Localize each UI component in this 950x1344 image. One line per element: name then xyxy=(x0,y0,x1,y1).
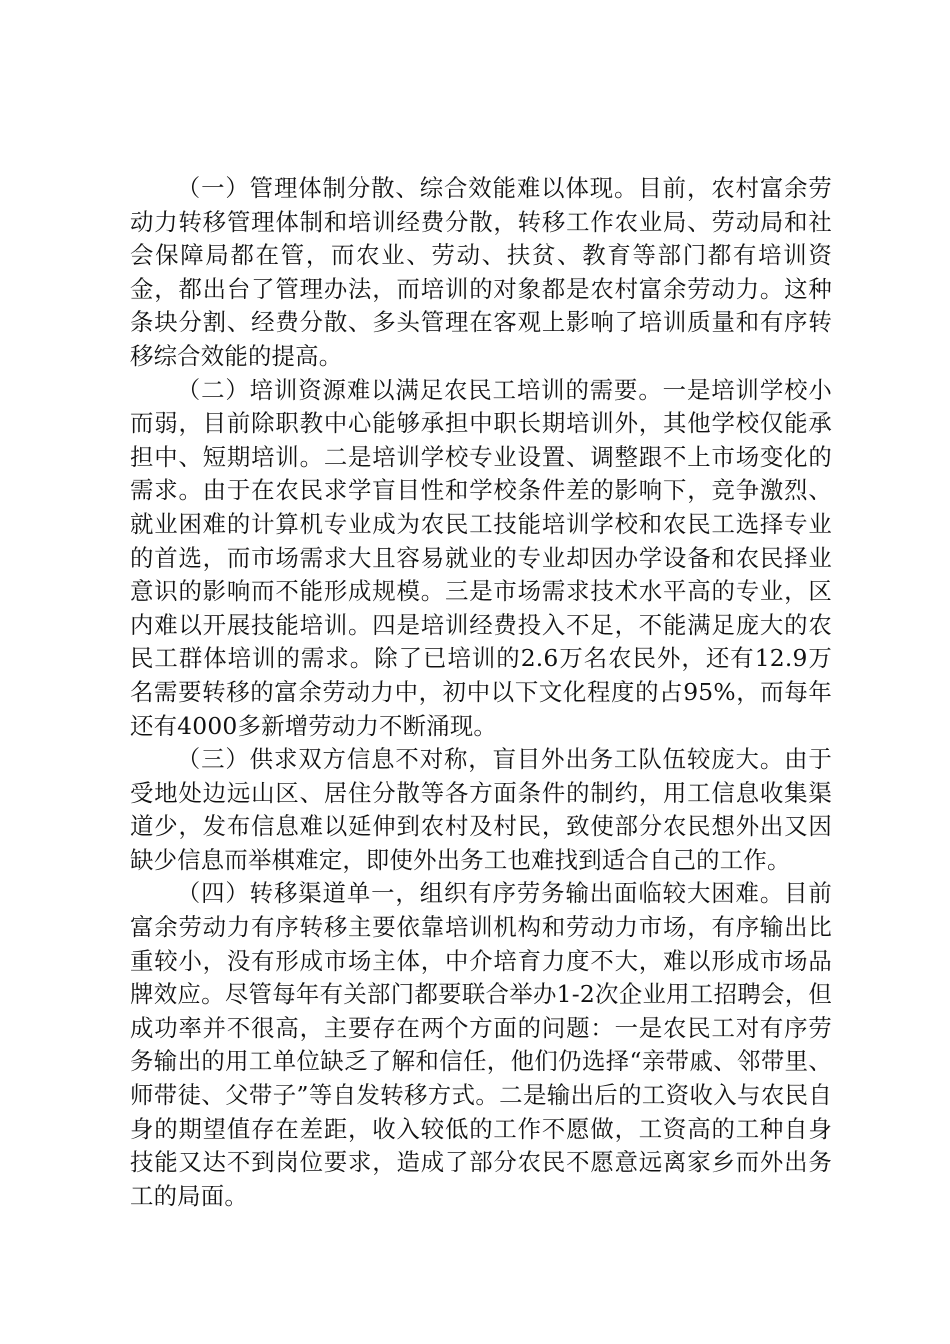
paragraph-transfer-channels: （四）转移渠道单一，组织有序劳务输出面临较大困难。目前富余劳动力有序转移主要依靠培训机构和劳动力市场，有序输出比重较小，没有形成市场主体，中介培育力度不大，难以形成市场品牌效应。尽管每年有关部门都要联合举办1-2次企业用工招聘会，但成功率并不很高，主要存在两个方面的问题：一是农民工对有序劳务输出的用工单位缺乏了解和信任，他们仍选择“亲带戚、邻带里、师带徒、父带子”等自发转移方式。二是输出后的工资收入与农民自身的期望值存在差距，收入较低的工作不愿做，工资高的工种自身技能又达不到岗位要求，造成了部分农民不愿意远离家乡而外出务工的局面。 xyxy=(130,879,832,1210)
paragraph-management-system: （一）管理体制分散、综合效能难以体现。目前，农村富余劳动力转移管理体制和培训经费分散，转移工作农业局、劳动局和社会保障局都在管，而农业、劳动、扶贫、教育等部门都有培训资金，都出台了管理办法，而培训的对象都是农村富余劳动力。这种条块分割、经费分散、多头管理在客观上影响了培训质量和有序转移综合效能的提高。 xyxy=(130,174,832,370)
paragraph-information-asymmetry: （三）供求双方信息不对称，盲目外出务工队伍较庞大。由于受地处边远山区、居住分散等各方面条件的制约，用工信息收集渠道少，发布信息难以延伸到农村及村民，致使部分农民想外出又因缺少信息而举棋难定，即使外出务工也难找到适合自己的工作。 xyxy=(130,745,832,874)
document-body xyxy=(130,172,832,1213)
paragraph-training-resources: （二）培训资源难以满足农民工培训的需要。一是培训学校小而弱，目前除职教中心能够承担中职长期培训外，其他学校仅能承担中、短期培训。二是培训学校专业设置、调整跟不上市场变化的需求。由于在农民求学盲目性和学校条件差的影响下，竞争激烈、就业困难的计算机专业成为农民工技能培训学校和农民工选择专业的首选，而市场需求大且容易就业的专业却因办学设备和农民择业意识的影响而不能形成规模。三是市场需求技术水平高的专业，区内难以开展技能培训。四是培训经费投入不足，不能满足庞大的农民工群体培训的需求。除了已培训的2.6万名农民外，还有12.9万名需要转移的富余劳动力中，初中以下文化程度的占95%，而每年还有4000多新增劳动力不断涌现。 xyxy=(130,375,832,740)
